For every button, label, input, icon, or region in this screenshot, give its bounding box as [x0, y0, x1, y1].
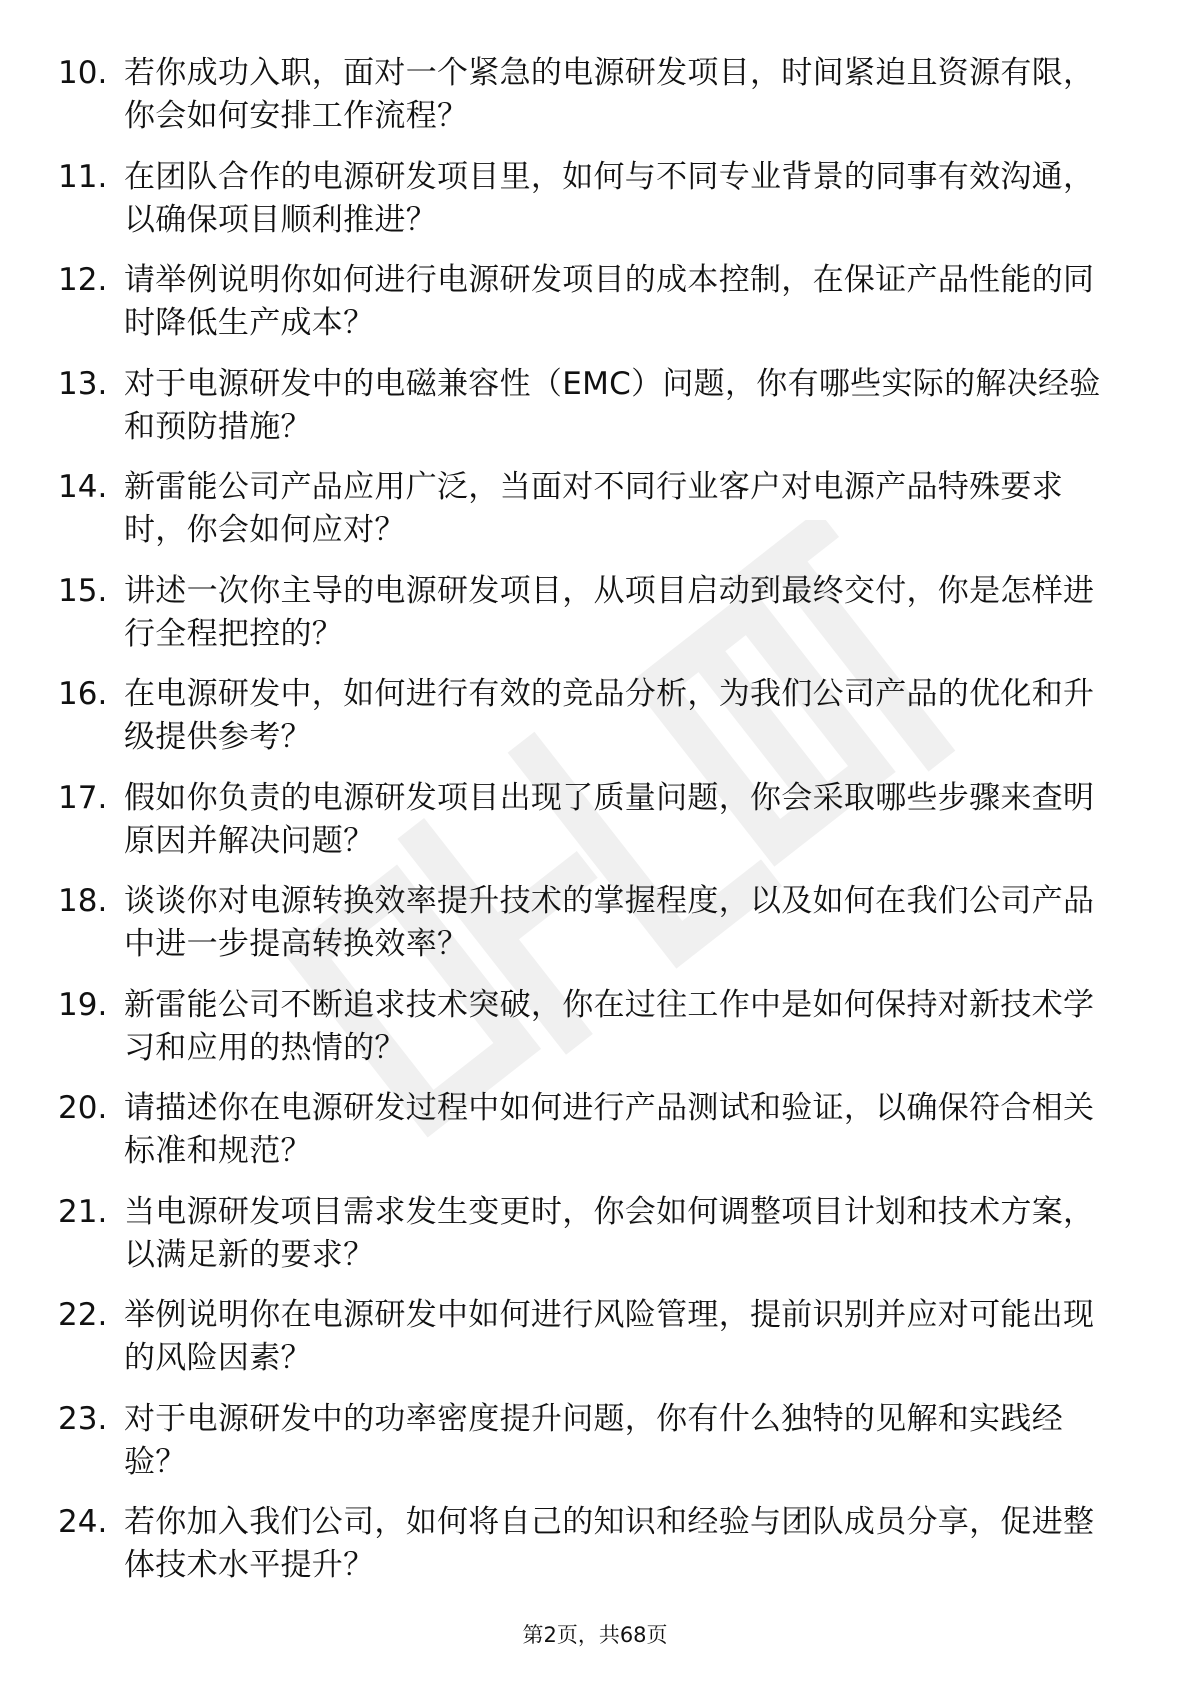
question-number: 12. — [58, 262, 108, 298]
question-item — [58, 156, 1138, 260]
question-text: 讲述一次你主导的电源研发项目，从项目启动到最终交付，你是怎样进行全程把控的？ — [124, 572, 1095, 652]
question-number: 18. — [58, 883, 108, 919]
question-text: 若你加入我们公司，如何将自己的知识和经验与团队成员分享，促进整体技术水平提升？ — [124, 1504, 1095, 1583]
question-text: 请举例说明你如何进行电源研发项目的成本控制，在保证产品性能的同时降低生产成本？ — [124, 262, 1095, 341]
question-item — [58, 52, 1138, 156]
question-text: 当电源研发项目需求发生变更时，你会如何调整项目计划和技术方案，以满足新的要求？ — [124, 1193, 1095, 1273]
question-item — [58, 777, 1138, 881]
question-number: 16. — [58, 676, 108, 712]
question-item — [58, 1398, 1138, 1502]
question-item — [58, 1294, 1138, 1398]
question-number: 22. — [58, 1297, 108, 1333]
question-text: 谈谈你对电源转换效率提升技术的掌握程度，以及如何在我们公司产品中进一步提高转换效率？ — [124, 883, 1095, 962]
page-number: 第2页，共68页 — [522, 1623, 668, 1647]
question-item — [58, 1501, 1138, 1605]
question-number: 10. — [58, 55, 108, 91]
question-number: 17. — [58, 779, 108, 816]
question-item — [58, 259, 1138, 363]
question-number: 21. — [58, 1193, 108, 1230]
question-number: 24. — [58, 1504, 108, 1540]
question-item — [58, 1087, 1138, 1191]
question-number: 23. — [58, 1400, 108, 1437]
question-text: 假如你负责的电源研发项目出现了质量问题，你会采取哪些步骤来查明原因并解决问题？ — [124, 779, 1095, 859]
question-item — [58, 984, 1138, 1088]
question-text: 新雷能公司不断追求技术突破，你在过往工作中是如何保持对新技术学习和应用的热情的？ — [124, 986, 1095, 1066]
question-item — [58, 466, 1138, 570]
question-number: 13. — [58, 365, 108, 402]
question-number: 14. — [58, 469, 108, 505]
question-item — [58, 363, 1138, 467]
question-text: 对于电源研发中的功率密度提升问题，你有什么独特的见解和实践经验？ — [124, 1400, 1063, 1480]
question-item — [58, 1191, 1138, 1295]
question-text: 举例说明你在电源研发中如何进行风险管理，提前识别并应对可能出现的风险因素？ — [124, 1297, 1095, 1376]
question-item — [58, 570, 1138, 674]
question-number: 19. — [58, 986, 108, 1023]
question-text: 若你成功入职，面对一个紧急的电源研发项目，时间紧迫且资源有限，你会如何安排工作流程？ — [124, 55, 1095, 134]
question-number: 11. — [58, 158, 108, 195]
question-number: 20. — [58, 1090, 108, 1126]
question-text: 对于电源研发中的电磁兼容性（EMC）问题，你有哪些实际的解决经验和预防措施？ — [124, 365, 1101, 445]
question-list — [58, 52, 1138, 1605]
question-text: 在电源研发中，如何进行有效的竞品分析，为我们公司产品的优化和升级提供参考？ — [124, 676, 1095, 755]
question-item — [58, 880, 1138, 984]
question-item — [58, 673, 1138, 777]
question-text: 请描述你在电源研发过程中如何进行产品测试和验证，以确保符合相关标准和规范？ — [124, 1090, 1095, 1169]
question-text: 新雷能公司产品应用广泛，当面对不同行业客户对电源产品特殊要求时，你会如何应对？ — [124, 469, 1063, 548]
question-text: 在团队合作的电源研发项目里，如何与不同专业背景的同事有效沟通，以确保项目顺利推进？ — [124, 158, 1095, 238]
question-number: 15. — [58, 572, 108, 609]
